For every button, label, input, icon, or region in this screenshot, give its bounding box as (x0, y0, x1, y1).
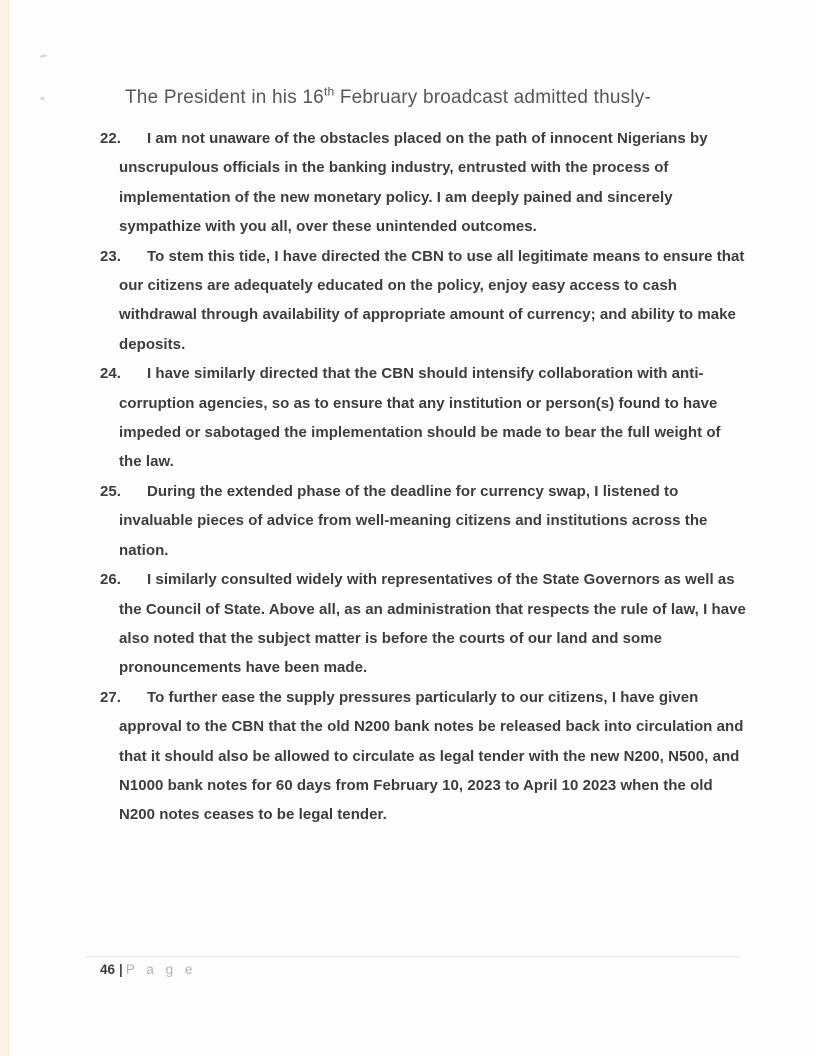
scan-edge-strip (0, 0, 9, 1056)
footer-separator: | (119, 962, 123, 977)
heading-superscript: th (323, 84, 335, 99)
footer-page-number: 46 (100, 962, 116, 977)
paragraph-text: To further ease the supply pressures particularly to our citizens, I have given approval to the CBN that the old N200 bank notes be released back into circulation and that it should also be allowed to circulate as legal tender with the new N200, N500, and N1000 bank notes for 60 days from February 10, 2023 to April 10 2023 when the old N200 notes ceases to be legal tender. (119, 688, 744, 824)
paragraph-number: 27. (100, 688, 122, 706)
paragraph-number: 24. (100, 365, 122, 383)
numbered-paragraph (100, 242, 746, 360)
paragraph-number: 26. (100, 571, 122, 589)
paragraph-text: I have similarly directed that the CBN should intensify collaboration with anti-corruption agencies, so as to ensure that any institution or person(s) found to have impeded or sabotaged the implementation should be made to bear the full weight of the law. (119, 365, 721, 471)
heading-text-pre: The President in his 16 (125, 87, 324, 108)
footer-page-word: P a g e (125, 962, 197, 977)
numbered-paragraph (100, 477, 746, 565)
body-text-block (100, 124, 746, 830)
footer-divider (85, 956, 740, 957)
paragraph-number: 25. (100, 482, 122, 500)
heading-text-post: February broadcast admitted thusly- (334, 87, 651, 108)
page-title (125, 84, 765, 109)
scan-artifact-mark (40, 97, 45, 100)
numbered-paragraph (100, 359, 746, 477)
numbered-paragraph (100, 683, 746, 830)
paragraph-text: I am not unaware of the obstacles placed on the path of innocent Nigerians by unscrupulous officials in the banking industry, entrusted with the process of implementation of the new monetary policy. I am deeply pained and sincerely sympathize with you all, over these unintended outcomes. (119, 130, 708, 236)
scan-artifact-mark (40, 55, 47, 58)
paragraph-text: To stem this tide, I have directed the CBN to use all legitimate means to ensure that our citizens are adequately educated on the policy, enjoy easy access to cash withdrawal through availability of appropriate amount of currency; and ability to make deposits. (119, 247, 745, 353)
paragraph-text: I similarly consulted widely with representatives of the State Governors as well as the Council of State. Above all, as an administration that respects the rule of law, I have also noted that the subject matter is before the courts of our land and some pronouncements have been made. (119, 571, 746, 677)
paragraph-number: 23. (100, 247, 122, 265)
page-footer (100, 962, 196, 977)
paragraph-text: During the extended phase of the deadline for currency swap, I listened to invaluable pieces of advice from well-meaning citizens and institutions across the nation. (119, 482, 708, 559)
numbered-paragraph (100, 565, 746, 683)
numbered-paragraph (100, 124, 746, 242)
paragraph-number: 22. (100, 130, 122, 147)
